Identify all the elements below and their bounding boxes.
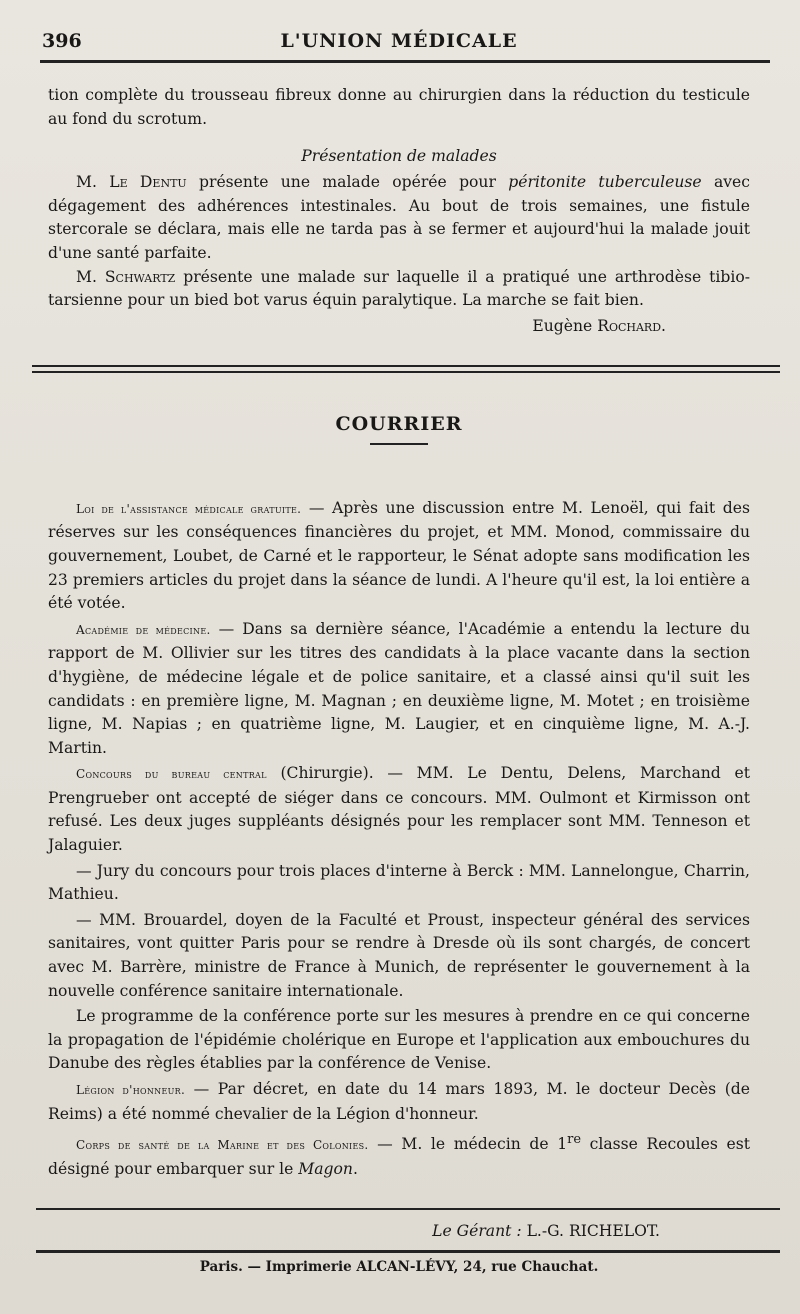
item-label: Académie de médecine. [76,622,211,637]
gerant-name: L.-G. RICHELOT. [526,1221,660,1240]
section-heading-presentation: Présentation de malades [301,147,497,166]
section-double-rule [32,365,780,373]
section-title-courrier: COURRIER [335,412,463,435]
news-item-concours: Concours du bureau central (Chirurgie). — MM. Le Dentu, Delens, Marchand et Prengrueber ont accepté de siéger dans ce concours. MM. Oulmont et Kirmisson ont refusé. Les deux juges suppléants désignés pour les remplacer sont MM. Tenneson et Jalaguier. [48,764,750,855]
journal-title: L'UNION MÉDICALE [280,30,518,52]
news-item-brouardel: — MM. Brouardel, doyen de la Faculté et Proust, inspecteur général des services sanitaires, vont quitter Paris pour se rendre à Dresde où ils sont chargés, de concert avec M. Barrère, ministre de France à Munich, de représenter le gouvernement à la nouvelle conférence sanitaire internationale. [48,910,750,1000]
title-underline [370,443,428,445]
header-rule [40,60,770,63]
page-number: 396 [42,30,82,52]
diagnosis: péritonite tuberculeuse [508,173,702,192]
news-item-corps: Corps de santé de la Marine et des Colonies. — M. le médecin de 1re classe Recoules est désigné pour embarquer sur le Magon. [48,1132,750,1178]
ship-name: Magon [298,1159,353,1178]
item-label: Concours du bureau central [76,767,267,782]
printer-imprint: Paris. — Imprimerie ALCAN-LÉVY, 24, rue Chauchat. [199,1258,599,1275]
intro-paragraph: tion complète du trousseau fibreux donne au chirurgien dans la réduction du testicule au fond du scrotum. [48,86,750,128]
item-label: Loi de l'assistance médicale gratuite. [76,501,302,516]
footer-rule-thick [36,1250,780,1253]
news-item-jury: — Jury du concours pour trois places d'interne à Berck : MM. Lannelongue, Charrin, Mathieu. [48,861,750,904]
item-label: Corps de santé de la Marine et des Colonies. [76,1138,369,1153]
news-item-loi: Loi de l'assistance médicale gratuite. — Après une discussion entre M. Lenoël, qui fait des réserves sur les conséquences financières du projet, et MM. Monod, commissaire du gouvernement, Loubet, de Carné et le rapporteur, le Sénat adopte sans modification les 23 premiers articles du projet dans la séance de lundi. A l'heure qu'il est, la loi entière a été votée. [48,498,750,613]
paragraph-le-dentu: M. Le Dentu présente une malade opérée pour péritonite tuberculeuse avec dégagement des adhérences intestinales. Au bout de trois semaines, une fistule stercorale se déclara, mais elle ne tarda pas à se fermer et aujourd'hui la malade jouit d'une santé parfaite. [48,173,751,262]
footer-rule [36,1208,780,1210]
gerant-line: Le Gérant : L.-G. RICHELOT. [432,1221,660,1240]
item-label: Légion d'honneur. [76,1083,186,1097]
presentation-section [48,171,750,313]
page-header [42,0,750,62]
news-item-programme: Le programme de la conférence porte sur les mesures à prendre en ce qui concerne la propagation de l'épidémie cholérique en Europe et l'application aux embouchures du Danube des règles établies par la conférence de Venise. [48,1007,750,1073]
person-name: Le Dentu [109,173,187,192]
person-name: Schwartz [104,267,176,286]
author-signature: Eugène Rochard. [532,316,666,335]
paragraph-schwartz: M. Schwartz présente une malade sur laquelle il a pratiqué une arthrodèse tibio-tarsienne pour un bied bot varus équin paralytique. La marche se fait bien. [48,267,750,310]
news-item-academie: Académie de médecine. — Dans sa dernière séance, l'Académie a entendu la lecture du rapport de M. Ollivier sur les titres des candidats à la place vacante dans la section d'hygiène, de médecine légale et de police sanitaire, et a classé ainsi qu'il suit les candidats : en première ligne, M. Magnan ; en deuxième ligne, M. Motet ; en troisième ligne, M. Napias ; en quatrième ligne, M. Laugier, et en cinquième ligne, M. A.-J. Martin. [48,619,750,757]
courrier-section [48,497,750,1182]
news-item-legion: Légion d'honneur. — Par décret, en date du 14 mars 1893, M. le docteur Decès (de Reims) a été nommé chevalier de la Légion d'honneur. [48,1080,750,1123]
